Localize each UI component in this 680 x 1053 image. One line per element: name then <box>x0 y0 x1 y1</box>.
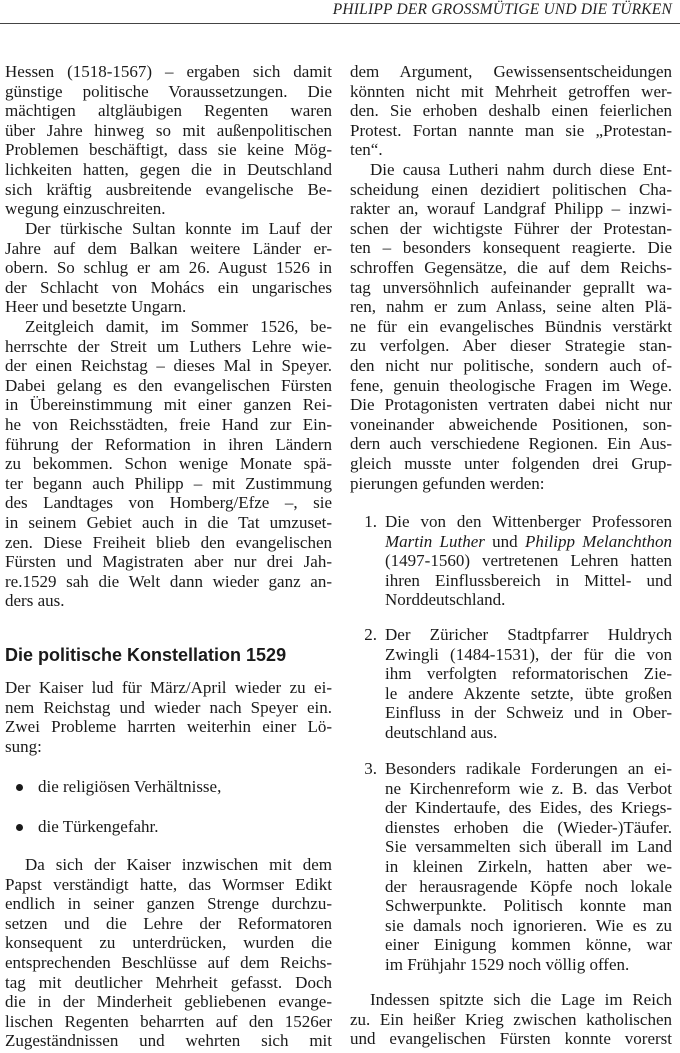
text-line: ihren Einflussbereich in Mittel- und <box>385 570 672 590</box>
text-line: Jahre auf dem Balkan weitere Länder er- <box>5 238 332 258</box>
text-line: ter begann auch Philipp – mit Zustimmung <box>5 473 332 493</box>
text-line: schroffen Gegensätze, die auf dem Reichs- <box>350 257 672 277</box>
italic-name: Philipp Melanchthon <box>524 531 672 551</box>
text-line: Da sich der Kaiser inzwischen mit dem <box>25 855 332 874</box>
text-line: und evangelischen Fürsten konnte vorerst <box>350 1029 672 1049</box>
text-line: Die Protagonisten vertraten dabei nicht nur <box>350 395 672 415</box>
text-line: zu verfolgen. Aber dieser Strategie stan- <box>350 336 672 356</box>
text-line: le andere Akzente setzte, übte großen <box>385 683 672 703</box>
text-line: Indessen spitzte sich die Lage im Reich <box>370 990 672 1009</box>
text-line: den nicht nur politische, sondern auch of- <box>350 355 672 375</box>
text-line: nem Reichstag und wieder nach Speyer ein. <box>5 697 332 717</box>
text-line: Besonders radikale Forderungen an ei- <box>385 759 672 778</box>
text-line: ders aus. <box>5 591 65 611</box>
text-line: die in der Minderheit gebliebenen evange- <box>5 992 332 1012</box>
text-line: Der Züricher Stadtpfarrer Huldrych <box>385 625 672 644</box>
text-line: im Frühjahr 1529 noch völlig offen. <box>385 954 630 974</box>
bullet-item: die religiösen Verhältnisse, <box>38 777 222 796</box>
text-line: scheidung einen dezidiert politischen Cha- <box>350 179 672 199</box>
paragraph <box>5 219 332 317</box>
text-line: einer Einigung kommen könne, war <box>385 935 672 955</box>
running-head: PHILIPP DER GROSSMÜTIGE UND DIE TÜRKEN <box>332 1 672 18</box>
text-line: wegung einzuschreiten. <box>5 199 166 219</box>
text-line: ren, nahm er zum Anlass, seine alten Plä- <box>350 297 672 317</box>
text-line: dem Argument, Gewissensentscheidungen <box>350 62 672 81</box>
text-line: günstige politische Voraussetzungen. Die <box>5 81 332 101</box>
text-line: den. Sie erhoben deshalb einen feierlichen <box>350 101 672 121</box>
text-line: Der türkische Sultan konnte im Lauf der <box>25 219 332 238</box>
text-line: zu bekommen. Schon wenige Monate spä- <box>5 454 332 474</box>
list-number: 1. <box>364 512 377 531</box>
text-line: ne Kirchenreform wie z. B. das Verbot <box>385 778 672 798</box>
text-line: setzen und die Lehre der Reformatoren <box>5 913 332 933</box>
text-segment: und <box>484 531 525 551</box>
text-line: der herausragende Köpfe noch lokale <box>385 876 672 896</box>
text-line: Fürsten und Magistraten aber nur drei Jah- <box>5 552 332 572</box>
text-line: schen der wichtigste Führer der Protestan- <box>350 218 672 238</box>
text-line: gleich musste unter folgenden drei Grup- <box>350 453 672 473</box>
text-line: in seinem Gebiet auch in die Tat umzuset- <box>5 512 332 532</box>
bullet-item: die Türkengefahr. <box>38 817 159 836</box>
text-line: der Schlacht von Mohács ein ungarisches <box>5 277 332 297</box>
text-line: Zugeständnissen und wehrten sich mit <box>5 1031 332 1051</box>
text-line: mächtigen altgläubigen Regenten waren <box>5 101 332 121</box>
text-line <box>385 532 672 552</box>
text-line: Einfluss in der Schweiz und in Ober- <box>385 703 672 723</box>
text-line: lichkeiten hatten, gegen die in Deutschland <box>5 159 332 179</box>
text-line: Problemen beschäftigt, dass sie keine Mög- <box>5 140 332 160</box>
text-line: tag mit deutlicher Mehrheit gefasst. Doch <box>5 972 332 992</box>
text-line: führung der Reformation in ihren Ländern <box>5 434 332 454</box>
text-line: zu. Ein heißer Krieg zwischen katholischen <box>350 1009 672 1029</box>
paragraph <box>5 855 332 1051</box>
text-line: Norddeutschland. <box>385 590 506 610</box>
text-line: deutschland aus. <box>385 722 498 742</box>
paragraph <box>5 678 332 756</box>
list-number: 3. <box>364 759 377 778</box>
list-number: 2. <box>364 625 377 644</box>
text-line: in kleinen Zirkeln, hatten aber we- <box>385 856 672 876</box>
text-line: rakter an, worauf Landgraf Philipp – inzwi- <box>350 199 672 219</box>
text-line: (1497-1560) vertretenen Lehren hatten <box>385 551 672 571</box>
text-line: Die causa Lutheri nahm durch diese Ent- <box>370 160 672 179</box>
text-line: re.1529 sah die Welt dann wieder ganz an- <box>5 571 332 591</box>
text-line: ten“. <box>350 140 383 160</box>
text-line: Heer und besetzte Ungarn. <box>5 297 187 317</box>
text-line: über Jahre hinweg so mit außenpolitischen <box>5 120 332 140</box>
text-line: entsprechenden Beschlüsse auf dem Reichs- <box>5 952 332 972</box>
text-line: Die von den Wittenberger Professoren <box>385 512 672 531</box>
list-item <box>385 759 672 975</box>
text-line: dern auch verschiedene Regionen. Ein Aus- <box>350 434 672 454</box>
text-line: Zwei Probleme harrten weiterhin einer Lö- <box>5 717 332 737</box>
header-rule <box>0 23 680 24</box>
text-line: zen. Diese Freiheit blieb den evangelischen <box>5 532 332 552</box>
section-heading: Die politische Konstellation 1529 <box>5 645 287 665</box>
text-line: Der Kaiser lud für März/April wieder zu ei- <box>5 678 332 697</box>
list-item <box>385 625 672 743</box>
text-line: Papst verständigt hatte, das Wormser Edikt <box>5 874 332 894</box>
text-line: der einen Reichstag – dieses Mal in Speyer. <box>5 356 332 376</box>
text-line: könnten nicht mit Mehrheit getroffen wer- <box>350 81 672 101</box>
bullet-icon <box>16 784 23 791</box>
paragraph <box>350 62 672 160</box>
text-line: herrschte der Streit um Luthers Lehre wie- <box>5 336 332 356</box>
text-line: fene, genuin theologische Fragen im Wege. <box>350 375 672 395</box>
text-line: sich kräftig ausbreitende evangelische Be- <box>5 179 332 199</box>
text-line: ne für ein evangelisches Bündnis verstärkt <box>350 316 672 336</box>
bullet-icon <box>16 824 23 831</box>
text-line: Schwerpunkte. Politisch konnte man <box>385 896 672 916</box>
text-line: Dabei gelang es den evangelischen Fürsten <box>5 375 332 395</box>
text-line: lischen Regenten beharrten auf den 1526er <box>5 1011 332 1031</box>
paragraph <box>350 160 672 493</box>
text-line: konsequent zu unterdrücken, wurden die <box>5 933 332 953</box>
text-line: des Landtages von Homberg/Efze –, sie <box>5 493 332 513</box>
text-line: der Kindertaufe, des Eides, des Kriegs- <box>385 798 672 818</box>
paragraph <box>5 62 332 219</box>
text-line: pierungen gefunden werden: <box>350 473 545 493</box>
paragraph <box>5 317 332 611</box>
text-line: he von Reichsstädten, freie Hand zur Ein- <box>5 414 332 434</box>
text-line: Zwingli (1484-1531), der für die von <box>385 644 672 664</box>
list-item <box>385 512 672 610</box>
text-line: sie damals noch ignorieren. Wie es zu <box>385 915 672 935</box>
text-line: Protest. Fortan nannte man sie „Protestan- <box>350 120 672 140</box>
text-line: voneinander abweichende Positionen, son- <box>350 414 672 434</box>
text-line: obern. So schlug er am 26. August 1526 in <box>5 258 332 278</box>
paragraph <box>350 990 672 1049</box>
text-line: Zeitgleich damit, im Sommer 1526, be- <box>25 317 332 336</box>
text-line: Sie versammelten sich überall im Land <box>385 837 672 857</box>
text-line: Hessen (1518-1567) – ergaben sich damit <box>5 62 332 81</box>
text-line: ten – besonders konsequent reagierte. Die <box>350 238 672 258</box>
text-line: sung: <box>5 736 42 756</box>
italic-name: Martin Luther <box>385 531 485 551</box>
text-line: endlich in seiner ganzen Strenge durchzu- <box>5 894 332 914</box>
text-line: tag unversöhnlich aufeinander geprallt wa- <box>350 277 672 297</box>
text-line: in Übereinstimmung mit einer ganzen Rei- <box>5 395 332 415</box>
text-line: ihm verfolgten reformatorischen Zie- <box>385 664 672 684</box>
text-line: dienstes erhoben die (Wieder-)Täufer. <box>385 817 672 837</box>
